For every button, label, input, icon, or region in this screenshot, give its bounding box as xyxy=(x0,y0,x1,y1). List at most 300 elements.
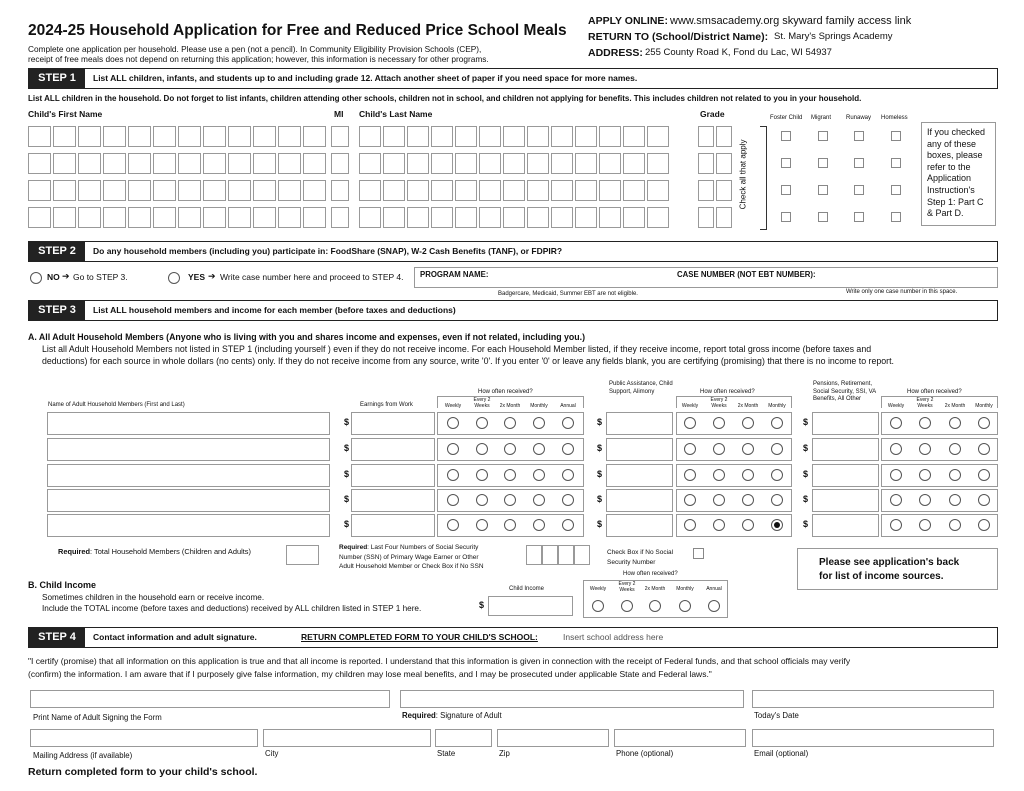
print-name-label: Print Name of Adult Signing the Form xyxy=(33,713,162,722)
first-name-char-box[interactable] xyxy=(53,207,76,228)
last-name-char-box[interactable] xyxy=(407,207,429,228)
print-name-field[interactable] xyxy=(30,690,390,708)
step2-note-2: Write only one case number in this space. xyxy=(846,289,958,295)
pension-frequency-radio[interactable] xyxy=(949,519,961,531)
state-field[interactable] xyxy=(435,729,492,747)
child-how-often: How often received? xyxy=(623,571,678,577)
step2-title: Do any household members (including you) participate in: FoodShare (SNAP), W-2 Cash Benefits (TANF), or FDPIR? xyxy=(93,246,563,256)
pension-frequency-radio[interactable] xyxy=(890,443,902,455)
last-name-char-box[interactable] xyxy=(623,153,645,174)
last-name-char-box[interactable] xyxy=(359,126,381,147)
earnings-amount-field[interactable] xyxy=(351,514,435,537)
child-frequency-radio[interactable] xyxy=(592,600,604,612)
last-name-char-box[interactable] xyxy=(479,153,501,174)
public-frequency-radio[interactable] xyxy=(684,417,696,429)
first-name-char-box[interactable] xyxy=(228,126,251,147)
pension-frequency-radio[interactable] xyxy=(919,417,931,429)
how-often-public: How often received? xyxy=(700,389,755,395)
city-field[interactable] xyxy=(263,729,431,747)
ssn-digit-box[interactable] xyxy=(542,545,558,565)
earnings-amount-field[interactable] xyxy=(351,489,435,512)
pension-amount-field[interactable] xyxy=(812,412,879,435)
earnings-frequency-radio[interactable] xyxy=(504,519,516,531)
last-name-char-box[interactable] xyxy=(575,126,597,147)
yes-text: Write case number here and proceed to STEP 4. xyxy=(220,272,404,282)
earnings-frequency-radio[interactable] xyxy=(504,494,516,506)
zip-field[interactable] xyxy=(497,729,609,747)
pension-frequency-radio[interactable] xyxy=(978,519,990,531)
child-freq-header: Monthly xyxy=(676,586,694,592)
public-frequency-radio[interactable] xyxy=(684,469,696,481)
public-assistance-dollar: $ xyxy=(597,469,603,479)
child-freq-header: 2x Month xyxy=(644,586,666,592)
apply-online-label: APPLY ONLINE: xyxy=(588,15,668,27)
last-name-char-box[interactable] xyxy=(551,126,573,147)
grade-box-2[interactable] xyxy=(716,153,732,174)
first-name-char-box[interactable] xyxy=(78,180,101,201)
yes-radio[interactable] xyxy=(168,272,180,284)
pension-amount-field[interactable] xyxy=(812,489,879,512)
pension-frequency-radio[interactable] xyxy=(978,494,990,506)
check-all-label: Check all that apply xyxy=(738,139,748,210)
no-arrow: ➔ xyxy=(62,271,70,281)
grade-box-1[interactable] xyxy=(698,180,714,201)
homeless-checkbox[interactable] xyxy=(891,131,901,141)
first-name-char-box[interactable] xyxy=(203,153,226,174)
earnings-frequency-radio[interactable] xyxy=(447,519,459,531)
runaway-checkbox[interactable] xyxy=(854,158,864,168)
foster-checkbox[interactable] xyxy=(781,131,791,141)
first-name-char-box[interactable] xyxy=(53,153,76,174)
first-name-char-box[interactable] xyxy=(28,153,51,174)
mi-box[interactable] xyxy=(331,153,349,174)
adult-name-field[interactable] xyxy=(47,489,330,512)
earnings-amount-field[interactable] xyxy=(351,464,435,487)
public-frequency-radio[interactable] xyxy=(742,417,754,429)
migrant-checkbox[interactable] xyxy=(818,185,828,195)
col-last-name: Child's Last Name xyxy=(359,109,433,119)
last-name-char-box[interactable] xyxy=(455,180,477,201)
runaway-checkbox[interactable] xyxy=(854,185,864,195)
grade-box-2[interactable] xyxy=(716,126,732,147)
pension-frequency-radio[interactable] xyxy=(949,417,961,429)
last-name-char-box[interactable] xyxy=(503,126,525,147)
public-frequency-radio[interactable] xyxy=(771,443,783,455)
first-name-char-box[interactable] xyxy=(278,207,301,228)
last-name-char-box[interactable] xyxy=(479,207,501,228)
grade-box-1[interactable] xyxy=(698,153,714,174)
pension-frequency-radio[interactable] xyxy=(978,417,990,429)
public-freq-header: Monthly xyxy=(768,403,786,409)
earnings-frequency-radio[interactable] xyxy=(476,494,488,506)
first-name-char-box[interactable] xyxy=(103,207,126,228)
child-frequency-radio[interactable] xyxy=(649,600,661,612)
earnings-frequency-radio[interactable] xyxy=(533,494,545,506)
child-freq-header: Every 2 Weeks xyxy=(618,581,636,593)
public-frequency-radio[interactable] xyxy=(684,494,696,506)
step4-title: Contact information and adult signature. xyxy=(93,632,257,642)
first-name-char-box[interactable] xyxy=(203,207,226,228)
public-frequency-radio[interactable] xyxy=(742,443,754,455)
last-name-char-box[interactable] xyxy=(575,180,597,201)
first-name-char-box[interactable] xyxy=(103,126,126,147)
no-ssn-label: Check Box if No Social Security Number xyxy=(607,549,674,566)
last-name-char-box[interactable] xyxy=(527,126,549,147)
return-to-label: RETURN TO (School/District Name): xyxy=(588,31,769,43)
first-name-char-box[interactable] xyxy=(228,180,251,201)
foster-checkbox[interactable] xyxy=(781,212,791,222)
first-name-char-box[interactable] xyxy=(178,180,201,201)
migrant-checkbox[interactable] xyxy=(818,212,828,222)
public-assistance-amount-field[interactable] xyxy=(606,514,673,537)
apply-online-value: www.smsacademy.org skyward family access link xyxy=(670,15,912,27)
step1-title: List ALL children, infants, and students up to and including grade 12. Attach another sheet of paper if you need space for more names. xyxy=(93,73,638,83)
last-name-char-box[interactable] xyxy=(455,207,477,228)
first-name-char-box[interactable] xyxy=(153,153,176,174)
date-field[interactable] xyxy=(752,690,994,708)
first-name-char-box[interactable] xyxy=(228,153,251,174)
last-name-char-box[interactable] xyxy=(527,207,549,228)
public-frequency-radio[interactable] xyxy=(771,494,783,506)
earnings-frequency-radio[interactable] xyxy=(447,443,459,455)
public-frequency-radio[interactable] xyxy=(742,494,754,506)
earnings-frequency-radio[interactable] xyxy=(504,417,516,429)
last-name-char-box[interactable] xyxy=(431,180,453,201)
public-frequency-radio[interactable] xyxy=(713,469,725,481)
no-ssn-checkbox[interactable] xyxy=(693,548,704,559)
public-frequency-radio[interactable] xyxy=(684,519,696,531)
last-name-char-box[interactable] xyxy=(527,153,549,174)
last-name-char-box[interactable] xyxy=(503,180,525,201)
first-name-char-box[interactable] xyxy=(128,180,151,201)
first-name-char-box[interactable] xyxy=(53,180,76,201)
foster-checkbox[interactable] xyxy=(781,158,791,168)
last-name-char-box[interactable] xyxy=(527,180,549,201)
last-name-char-box[interactable] xyxy=(575,207,597,228)
first-name-char-box[interactable] xyxy=(178,207,201,228)
section-a-text-1: List all Adult Household Members not listed in STEP 1 (including yourself ) even if they do not receive income. For each Household Member listed, if they receive income, report total gross income (before taxes and xyxy=(42,344,872,354)
last-name-char-box[interactable] xyxy=(359,207,381,228)
first-name-char-box[interactable] xyxy=(303,126,326,147)
public-assistance-amount-field[interactable] xyxy=(606,464,673,487)
pension-frequency-radio[interactable] xyxy=(890,519,902,531)
section-a-title: A. All Adult Household Members (Anyone who is living with you and shares income and expenses, even if not related, including you.) xyxy=(28,332,586,342)
first-name-char-box[interactable] xyxy=(178,153,201,174)
pension-frequency-radio[interactable] xyxy=(949,494,961,506)
grade-box-2[interactable] xyxy=(716,180,732,201)
ssn-digit-box[interactable] xyxy=(574,545,590,565)
ssn-digit-box[interactable] xyxy=(526,545,542,565)
first-name-char-box[interactable] xyxy=(153,180,176,201)
public-assistance-dollar: $ xyxy=(597,494,603,504)
ssn-digit-box[interactable] xyxy=(558,545,574,565)
adult-name-field[interactable] xyxy=(47,464,330,487)
first-name-char-box[interactable] xyxy=(253,207,276,228)
earnings-dollar: $ xyxy=(344,417,350,427)
form-title: 2024-25 Household Application for Free and Reduced Price School Meals xyxy=(28,22,567,39)
pension-frequency-radio[interactable] xyxy=(978,443,990,455)
homeless-checkbox[interactable] xyxy=(891,158,901,168)
earnings-amount-field[interactable] xyxy=(351,438,435,461)
first-name-char-box[interactable] xyxy=(303,153,326,174)
program-name-label: PROGRAM NAME: xyxy=(420,270,489,279)
earnings-freq-header: Every 2 Weeks xyxy=(473,397,491,409)
child-frequency-radio[interactable] xyxy=(621,600,633,612)
last-name-char-box[interactable] xyxy=(431,207,453,228)
step2-bar xyxy=(28,241,998,262)
first-name-char-box[interactable] xyxy=(28,180,51,201)
public-frequency-radio[interactable] xyxy=(684,443,696,455)
step2-note-1: Badgercare, Medicaid, Summer EBT are not eligible. xyxy=(498,291,638,297)
last-name-char-box[interactable] xyxy=(599,180,621,201)
first-name-char-box[interactable] xyxy=(253,180,276,201)
first-name-char-box[interactable] xyxy=(153,126,176,147)
public-frequency-radio[interactable] xyxy=(713,519,725,531)
pension-frequency-radio[interactable] xyxy=(919,469,931,481)
last-name-char-box[interactable] xyxy=(479,180,501,201)
public-frequency-radio[interactable] xyxy=(713,417,725,429)
earnings-frequency-radio[interactable] xyxy=(504,469,516,481)
first-name-char-box[interactable] xyxy=(228,207,251,228)
homeless-checkbox[interactable] xyxy=(891,185,901,195)
pension-dollar: $ xyxy=(803,443,809,453)
earnings-amount-field[interactable] xyxy=(351,412,435,435)
child-frequency-radio[interactable] xyxy=(708,600,720,612)
first-name-char-box[interactable] xyxy=(153,207,176,228)
last-name-char-box[interactable] xyxy=(599,153,621,174)
pension-frequency-radio[interactable] xyxy=(919,443,931,455)
case-number-label: CASE NUMBER (NOT EBT NUMBER): xyxy=(677,270,816,279)
earnings-dollar: $ xyxy=(344,494,350,504)
earnings-frequency-radio[interactable] xyxy=(476,469,488,481)
public-assistance-dollar: $ xyxy=(597,417,603,427)
first-name-char-box[interactable] xyxy=(278,153,301,174)
first-name-char-box[interactable] xyxy=(28,207,51,228)
public-frequency-radio[interactable] xyxy=(713,443,725,455)
last-name-char-box[interactable] xyxy=(599,126,621,147)
mailing-field[interactable] xyxy=(30,729,258,747)
public-frequency-radio[interactable] xyxy=(742,519,754,531)
earnings-frequency-radio[interactable] xyxy=(476,417,488,429)
last-name-char-box[interactable] xyxy=(551,153,573,174)
step2-label: STEP 2 xyxy=(29,242,85,261)
adult-name-header: Name of Adult Household Members (First and Last) xyxy=(48,402,185,408)
earnings-frequency-radio[interactable] xyxy=(562,469,574,481)
first-name-char-box[interactable] xyxy=(278,180,301,201)
pension-frequency-radio[interactable] xyxy=(949,443,961,455)
cb-header-foster: Foster Child xyxy=(770,115,803,121)
first-name-char-box[interactable] xyxy=(253,153,276,174)
child-income-field[interactable] xyxy=(488,596,573,616)
last-name-char-box[interactable] xyxy=(431,126,453,147)
last-name-char-box[interactable] xyxy=(647,126,669,147)
pension-freq-header: Monthly xyxy=(975,403,993,409)
last-name-char-box[interactable] xyxy=(455,126,477,147)
first-name-char-box[interactable] xyxy=(78,126,101,147)
public-assistance-dollar: $ xyxy=(597,519,603,529)
school-address-placeholder[interactable]: Insert school address here xyxy=(563,632,664,642)
public-frequency-radio[interactable] xyxy=(771,417,783,429)
phone-field[interactable] xyxy=(614,729,746,747)
last-name-char-box[interactable] xyxy=(599,207,621,228)
email-field[interactable] xyxy=(752,729,994,747)
last-name-char-box[interactable] xyxy=(551,207,573,228)
runaway-checkbox[interactable] xyxy=(854,212,864,222)
last-name-char-box[interactable] xyxy=(623,180,645,201)
last-name-char-box[interactable] xyxy=(623,126,645,147)
public-assistance-amount-field[interactable] xyxy=(606,489,673,512)
last-name-char-box[interactable] xyxy=(503,207,525,228)
last-name-char-box[interactable] xyxy=(383,126,405,147)
child-freq-header: Weekly xyxy=(589,586,607,592)
pension-freq-header: 2x Month xyxy=(944,403,966,409)
earnings-frequency-radio[interactable] xyxy=(533,469,545,481)
last-name-char-box[interactable] xyxy=(383,207,405,228)
grade-box-1[interactable] xyxy=(698,207,714,228)
first-name-char-box[interactable] xyxy=(253,126,276,147)
first-name-char-box[interactable] xyxy=(103,180,126,201)
earnings-frequency-radio[interactable] xyxy=(533,443,545,455)
ssn-label: Required: Last Four Numbers of Social Security Number (SSN) of Primary Wage Earner or Other Adult Household Member or Check Box if No SSN xyxy=(339,544,484,570)
last-name-char-box[interactable] xyxy=(407,180,429,201)
foster-checkbox[interactable] xyxy=(781,185,791,195)
earnings-freq-header: 2x Month xyxy=(499,403,521,409)
first-name-char-box[interactable] xyxy=(128,126,151,147)
earnings-frequency-radio[interactable] xyxy=(562,417,574,429)
total-members-field[interactable] xyxy=(286,545,319,565)
public-assistance-header: Public Assistance, Child Support, Alimony xyxy=(609,381,673,395)
migrant-checkbox[interactable] xyxy=(818,131,828,141)
first-name-char-box[interactable] xyxy=(203,180,226,201)
first-name-char-box[interactable] xyxy=(78,153,101,174)
last-name-char-box[interactable] xyxy=(479,126,501,147)
first-name-char-box[interactable] xyxy=(303,180,326,201)
grade-box-1[interactable] xyxy=(698,126,714,147)
earnings-frequency-radio[interactable] xyxy=(562,494,574,506)
last-name-char-box[interactable] xyxy=(575,153,597,174)
earnings-frequency-radio[interactable] xyxy=(447,469,459,481)
pension-frequency-radio[interactable] xyxy=(890,417,902,429)
earnings-frequency-radio[interactable] xyxy=(476,443,488,455)
last-name-char-box[interactable] xyxy=(647,207,669,228)
pension-frequency-radio[interactable] xyxy=(919,519,931,531)
earnings-frequency-radio[interactable] xyxy=(562,443,574,455)
public-frequency-radio[interactable] xyxy=(713,494,725,506)
adult-name-field[interactable] xyxy=(47,412,330,435)
earnings-frequency-radio[interactable] xyxy=(562,519,574,531)
state-label: State xyxy=(437,749,456,758)
first-name-char-box[interactable] xyxy=(128,153,151,174)
pension-amount-field[interactable] xyxy=(812,514,879,537)
pension-freq-header: Weekly xyxy=(887,403,905,409)
pension-frequency-radio[interactable] xyxy=(890,494,902,506)
public-frequency-radio[interactable] xyxy=(771,469,783,481)
last-name-char-box[interactable] xyxy=(407,126,429,147)
last-name-char-box[interactable] xyxy=(383,153,405,174)
earnings-header: Earnings from Work xyxy=(360,402,413,408)
last-name-char-box[interactable] xyxy=(359,180,381,201)
no-text: Go to STEP 3. xyxy=(73,272,128,282)
earnings-frequency-radio[interactable] xyxy=(447,417,459,429)
homeless-checkbox[interactable] xyxy=(891,212,901,222)
last-name-char-box[interactable] xyxy=(359,153,381,174)
public-frequency-radio[interactable] xyxy=(742,469,754,481)
return-form-label: RETURN COMPLETED FORM TO YOUR CHILD'S SCHOOL: xyxy=(301,632,538,642)
child-income-dollar: $ xyxy=(479,600,485,610)
mailing-label: Mailing Address (if available) xyxy=(33,751,133,760)
first-name-char-box[interactable] xyxy=(178,126,201,147)
no-radio[interactable] xyxy=(30,272,42,284)
signature-field[interactable] xyxy=(400,690,744,708)
col-grade: Grade xyxy=(700,109,725,119)
adult-name-field[interactable] xyxy=(47,438,330,461)
first-name-char-box[interactable] xyxy=(103,153,126,174)
last-name-char-box[interactable] xyxy=(623,207,645,228)
first-name-char-box[interactable] xyxy=(303,207,326,228)
cb-header-runaway: Runaway xyxy=(846,115,872,121)
last-name-char-box[interactable] xyxy=(647,180,669,201)
mi-box[interactable] xyxy=(331,207,349,228)
first-name-char-box[interactable] xyxy=(203,126,226,147)
first-name-char-box[interactable] xyxy=(78,207,101,228)
last-name-char-box[interactable] xyxy=(551,180,573,201)
public-freq-header: 2x Month xyxy=(737,403,759,409)
mi-box[interactable] xyxy=(331,180,349,201)
public-assistance-amount-field[interactable] xyxy=(606,438,673,461)
pension-amount-field[interactable] xyxy=(812,438,879,461)
last-name-char-box[interactable] xyxy=(383,180,405,201)
earnings-dollar: $ xyxy=(344,469,350,479)
step4-label: STEP 4 xyxy=(29,628,85,647)
earnings-frequency-radio[interactable] xyxy=(504,443,516,455)
public-frequency-radio[interactable] xyxy=(771,519,783,531)
pension-frequency-radio[interactable] xyxy=(949,469,961,481)
check-bracket xyxy=(760,126,767,230)
last-name-char-box[interactable] xyxy=(407,153,429,174)
pension-amount-field[interactable] xyxy=(812,464,879,487)
first-name-char-box[interactable] xyxy=(128,207,151,228)
step1-note: If you checked any of these boxes, please refer to the Application Instruction's Step 1: Part C & Part D. xyxy=(927,127,986,219)
first-name-char-box[interactable] xyxy=(28,126,51,147)
pension-frequency-radio[interactable] xyxy=(919,494,931,506)
child-frequency-radio[interactable] xyxy=(679,600,691,612)
grade-box-2[interactable] xyxy=(716,207,732,228)
earnings-frequency-radio[interactable] xyxy=(447,494,459,506)
earnings-frequency-radio[interactable] xyxy=(533,519,545,531)
pension-frequency-radio[interactable] xyxy=(890,469,902,481)
earnings-frequency-radio[interactable] xyxy=(533,417,545,429)
runaway-checkbox[interactable] xyxy=(854,131,864,141)
first-name-char-box[interactable] xyxy=(53,126,76,147)
certify-line-1: "I certify (promise) that all information on this application is true and that all income is reported. I understand that this information is given in connection with the receipt of Federal funds, and that school officials may verify xyxy=(28,656,851,666)
earnings-frequency-radio[interactable] xyxy=(476,519,488,531)
last-name-char-box[interactable] xyxy=(455,153,477,174)
last-name-char-box[interactable] xyxy=(503,153,525,174)
last-name-char-box[interactable] xyxy=(431,153,453,174)
pension-frequency-radio[interactable] xyxy=(978,469,990,481)
mi-box[interactable] xyxy=(331,126,349,147)
earnings-freq-frame xyxy=(437,396,584,408)
first-name-char-box[interactable] xyxy=(278,126,301,147)
adult-name-field[interactable] xyxy=(47,514,330,537)
return-to-value: St. Mary's Springs Academy xyxy=(774,31,893,42)
migrant-checkbox[interactable] xyxy=(818,158,828,168)
last-name-char-box[interactable] xyxy=(647,153,669,174)
public-freq-header: Every 2 Weeks xyxy=(710,397,728,409)
public-assistance-amount-field[interactable] xyxy=(606,412,673,435)
pension-header: Pensions, Retirement, Social Security, SSI, VA Benefits, All Other xyxy=(813,381,876,402)
footer-return: Return completed form to your child's school. xyxy=(28,766,258,778)
